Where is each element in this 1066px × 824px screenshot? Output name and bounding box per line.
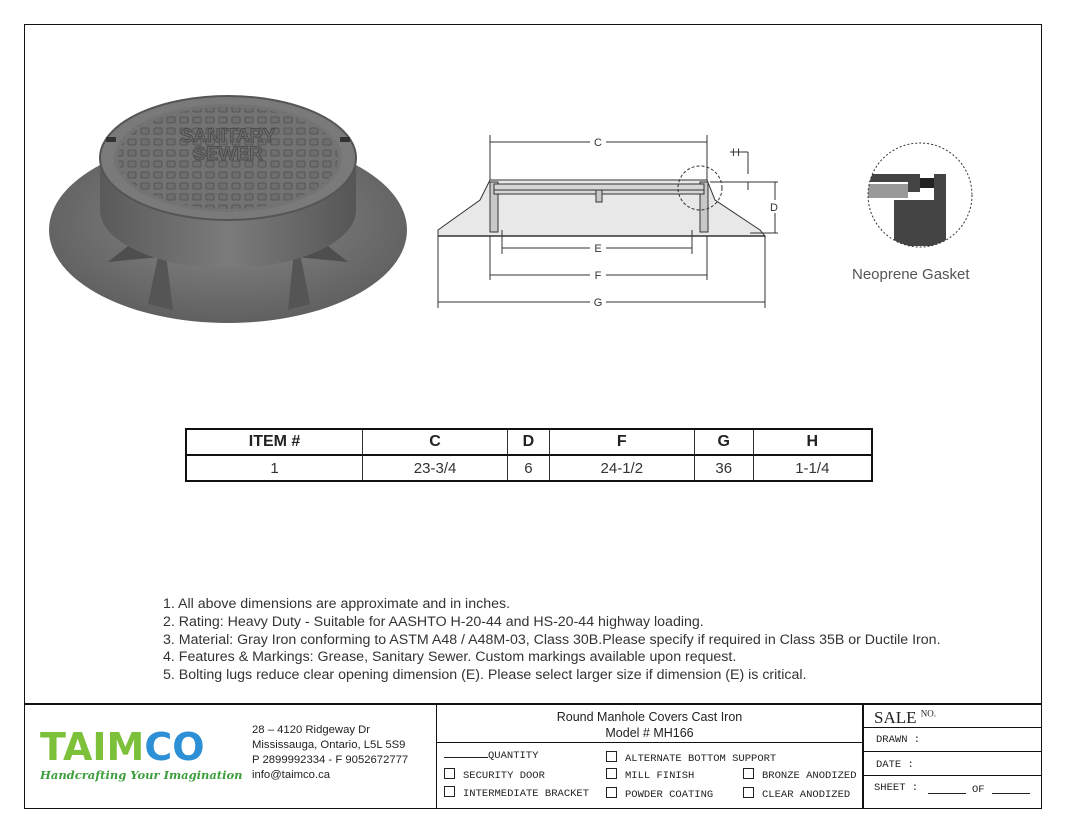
dim-label-f: F xyxy=(594,270,602,282)
of-field[interactable] xyxy=(992,793,1030,794)
table-header: D xyxy=(508,429,550,455)
option-security-door[interactable] xyxy=(444,768,545,782)
company-address xyxy=(252,723,408,783)
dimension-table xyxy=(185,428,873,482)
phone-line: P 2899992334 - F 9052672777 xyxy=(252,754,409,766)
note-item: 1. All above dimensions are approximate and in inches. xyxy=(163,596,511,612)
of-label: OF xyxy=(972,784,985,796)
checkbox[interactable] xyxy=(743,787,754,798)
option-label: POWDER COATING xyxy=(625,789,714,801)
option-bronze-anodized[interactable] xyxy=(743,768,857,782)
quantity-field[interactable] xyxy=(444,750,538,762)
table-cell: 1-1/4 xyxy=(753,455,872,481)
email-line: info@taimco.ca xyxy=(252,769,331,781)
table-cell: 1 xyxy=(186,455,363,481)
model-text: Model # MH166 xyxy=(605,726,694,740)
option-label: CLEAR ANODIZED xyxy=(762,789,851,801)
option-clear-anodized[interactable] xyxy=(743,787,850,801)
address-line: 28 – 4120 Ridgeway Dr xyxy=(252,724,371,736)
option-label: SECURITY DOOR xyxy=(463,770,545,782)
company-tagline: Handcrafting Your Imagination xyxy=(40,768,243,782)
divider xyxy=(862,775,1042,776)
option-mill-finish[interactable] xyxy=(606,768,694,782)
sheet-label: SHEET : xyxy=(874,782,919,794)
cover-text-sanitary: SANITARY xyxy=(180,126,276,147)
gasket-detail xyxy=(864,140,982,252)
option-alternate-bottom-support[interactable] xyxy=(606,751,776,765)
checkbox[interactable] xyxy=(444,786,455,797)
note-item: 3. Material: Gray Iron conforming to ASTM A48 / A48M-03, Class 30B.Please specify if required in Class 35B or Ductile Iron. xyxy=(163,631,941,648)
table-cell: 36 xyxy=(694,455,753,481)
address-line: Mississauga, Ontario, L5L 5S9 xyxy=(252,739,406,751)
note-item: 2. Rating: Heavy Duty - Suitable for AASHTO H-20-44 and HS-20-44 highway loading. xyxy=(163,613,704,630)
title-text: Round Manhole Covers Cast Iron xyxy=(556,710,743,724)
option-label: INTERMEDIATE BRACKET xyxy=(463,788,590,800)
section-drawing xyxy=(430,130,780,315)
drawing-title xyxy=(437,709,862,741)
table-cell: 24-1/2 xyxy=(549,455,694,481)
option-intermediate-bracket[interactable] xyxy=(444,786,589,800)
sale-label: SALE xyxy=(874,708,917,727)
notes-list xyxy=(163,596,941,685)
drawn-label: DRAWN : xyxy=(876,734,921,746)
quantity-label: QUANTITY xyxy=(488,750,539,762)
sale-number xyxy=(874,708,936,728)
checkbox[interactable] xyxy=(606,751,617,762)
table-cell: 23-3/4 xyxy=(363,455,508,481)
divider xyxy=(862,751,1042,752)
option-label: MILL FINISH xyxy=(625,770,695,782)
option-label: ALTERNATE BOTTOM SUPPORT xyxy=(625,753,777,765)
table-header: C xyxy=(363,429,508,455)
table-header: ITEM # xyxy=(186,429,363,455)
manhole-cover-illustration xyxy=(48,82,410,327)
gasket-caption: Neoprene Gasket xyxy=(852,266,970,283)
sheet-field[interactable] xyxy=(928,793,966,794)
dim-label-g: G xyxy=(593,297,603,309)
dim-label-h: H xyxy=(732,147,740,159)
checkbox[interactable] xyxy=(743,768,754,779)
cover-text-sewer: SEWER xyxy=(193,144,263,165)
taimco-logo xyxy=(40,726,230,766)
sale-no-label: NO. xyxy=(920,708,936,719)
divider xyxy=(436,742,863,743)
table-row xyxy=(186,455,872,481)
note-item: 4. Features & Markings: Grease, Sanitary Sewer. Custom markings available upon request. xyxy=(163,649,737,666)
checkbox[interactable] xyxy=(606,787,617,798)
option-label: BRONZE ANODIZED xyxy=(762,770,857,782)
table-header: F xyxy=(549,429,694,455)
table-header-row xyxy=(186,429,872,455)
dim-label-e: E xyxy=(594,243,602,255)
logo-text: TAIMCO xyxy=(40,726,205,766)
option-powder-coating[interactable] xyxy=(606,787,713,801)
title-block-border xyxy=(24,703,1042,705)
checkbox[interactable] xyxy=(606,768,617,779)
dim-label-d: D xyxy=(770,202,778,214)
note-item: 5. Bolting lugs reduce clear opening dimension (E). Please select larger size if dimension (E) is critical. xyxy=(163,667,807,684)
table-cell: 6 xyxy=(508,455,550,481)
table-header: G xyxy=(694,429,753,455)
checkbox[interactable] xyxy=(444,768,455,779)
divider xyxy=(862,703,864,809)
dim-label-c: C xyxy=(594,137,602,149)
date-label: DATE : xyxy=(876,759,914,771)
table-header: H xyxy=(753,429,872,455)
